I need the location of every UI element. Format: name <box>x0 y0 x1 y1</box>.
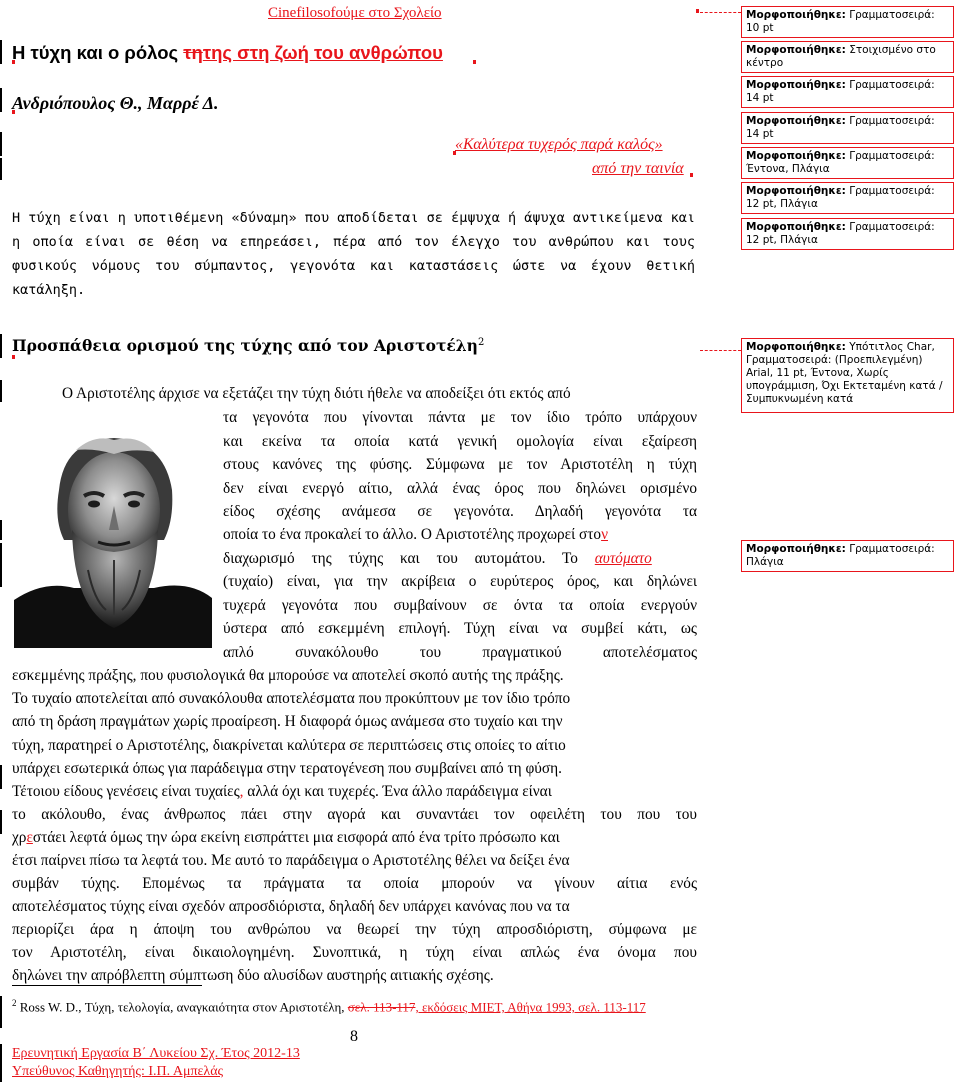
body-line: από τη δράση πραγμάτων χωρίς προαίρεση. Η διαφορά όμως ανάμεσα στο τυχαίο και την <box>12 713 563 730</box>
inserted-text: αυτόματο <box>594 550 652 567</box>
change-bar <box>0 543 2 587</box>
change-bar <box>0 1044 2 1082</box>
epigraph-quote: «Καλύτερα τυχερός παρά καλός» <box>455 136 663 153</box>
aristotle-bust-icon <box>14 430 212 648</box>
body-line: τυχερά γεγονότα που συμβαίνουν σε όντα τα οποία ενεργούν <box>223 597 697 614</box>
revision-balloon[interactable]: Μορφοποιήθηκε: Γραμματοσειρά: Έντονα, Πλάγια <box>741 147 954 179</box>
body-line: (τυχαίο) είναι, για την ακρίβεια ο ευρύτερος όρος, και δηλώνει <box>223 573 697 590</box>
page-footer-line1: Ερευνητική Εργασία Β΄ Λυκείου Σχ. Έτος 2012-13 <box>12 1046 300 1061</box>
comment-connector <box>700 350 741 352</box>
change-bar <box>0 88 2 112</box>
revision-balloon[interactable]: Μορφοποιήθηκε: Γραμματοσειρά: 12 pt, Πλάγια <box>741 182 954 214</box>
body-line: τον Αριστοτέλη, είναι δικαιολογημένη. Συνοπτικά, η τύχη είναι απλώς ένα όνομα που <box>12 944 697 961</box>
body-line: Ο Αριστοτέλης άρχισε να εξετάζει την τύχη διότι ήθελε να αποδείξει ότι εκτός από <box>62 385 571 402</box>
revision-balloon[interactable]: Μορφοποιήθηκε: Στοιχισμένο στο κέντρο <box>741 41 954 73</box>
aristotle-bust-image <box>14 430 212 648</box>
authors: Ανδριόπουλος Θ., Μαρρέ Δ. <box>12 93 219 113</box>
body-line: περιορίζει άρα η άποψη του ανθρώπου να θεωρεί την τύχη απροσδιόριστη, σύμφωνα με <box>12 921 697 938</box>
change-bar <box>0 158 2 180</box>
revision-balloon[interactable]: Μορφοποιήθηκε: Γραμματοσειρά: 10 pt <box>741 6 954 38</box>
footnote-ref: 2 <box>477 336 485 348</box>
body-line: τα γεγονότα που γίνονται πάντα με τον ίδιο τρόπο υπάρχουν <box>223 409 697 426</box>
body-line: οποία το ένα προκαλεί το άλλο. Ο Αριστοτέλης προχωρεί στον <box>223 526 608 543</box>
revision-balloon[interactable]: Μορφοποιήθηκε: Υπότιτλος Char, Γραμματοσειρά: (Προεπιλεγμένη) Arial, 11 pt, Έντονα, Χωρίς υπογράμμιση, Όχι Εκτεταμένη κατά / Συμπυκνωμένη κατά <box>741 338 954 413</box>
epigraph-source: από την ταινία <box>592 160 684 177</box>
body-line: εσκεμμένης πράξης, που φυσιολογικά θα μπορούσε να αποτελεί σκοπό αυτής της πράξης. <box>12 667 564 684</box>
change-bar <box>0 40 2 64</box>
document-title: Η τύχη και ο ρόλος τητης στη ζωή του ανθρώπου <box>12 42 443 63</box>
page-header: Cinefilosofούμε στο Σχολείο <box>268 5 442 21</box>
body-line: το ακόλουθο, ένας άνθρωπος πάει στην αγορά και συναντάει τον οφειλέτη του που του <box>12 806 697 823</box>
deleted-text: τη <box>183 42 203 63</box>
body-line: χρεστάει λεφτά όμως την ώρα εκείνη εισπράττει μια εισφορά από ένα τρίτο πρόσωπο και <box>12 829 560 846</box>
body-line: Το τυχαίο αποτελείται από συνακόλουθα αποτελέσματα που προκύπτουν με τον ίδιο τρόπο <box>12 690 571 707</box>
body-line: είδος σχέσης ανάμεσα σε γεγονότα. Δηλαδή γεγονότα τα <box>223 503 697 520</box>
page-footer-line2: Υπεύθυνος Καθηγητής: Ι.Π. Αμπελάς <box>12 1064 224 1079</box>
body-line: απλό συνακόλουθο του πραγματικού αποτελέσματος <box>223 644 697 661</box>
inserted-text: , εκδόσεις ΜΙΕΤ, Αθήνα 1993, σελ. 113-117 <box>415 999 646 1015</box>
comment-connector <box>700 12 741 14</box>
revision-caret <box>473 60 476 64</box>
body-line: συμβάν τύχης. Επομένως τα πράγματα τα οποία μπορούν να γίνουν αίτια ενός <box>12 875 697 892</box>
change-bar <box>0 765 2 789</box>
deleted-text: σελ. 113-117 <box>347 999 416 1015</box>
body-line: αποτελέσματος τύχης είναι σχεδόν απροσδιόριστα, δηλαδή δεν υπάρχει κανόνας που να τα <box>12 898 570 915</box>
body-line: ύστερα από εσκεμμένη επιλογή. Τύχη είναι να συμβεί κάτι, ως <box>223 620 697 637</box>
section-heading: Προσπάθεια ορισμού της τύχης από τον Αριστοτέλη$^2$ <box>12 336 485 355</box>
body-line: δεν είναι ενεργό αίτιο, αλλά ένας όρος που δηλώνει ορισμένο <box>223 480 697 497</box>
revision-balloon[interactable]: Μορφοποιήθηκε: Γραμματοσειρά: 12 pt, Πλάγια <box>741 218 954 250</box>
body-line: δηλώνει την απρόβλεπτη σύμπτωση δύο αλυσίδων αυστηρής αιτιακής σχέσης. <box>12 967 494 984</box>
revision-caret <box>690 173 693 177</box>
inserted-text: , <box>239 783 244 800</box>
revision-caret <box>696 9 699 13</box>
change-bar <box>0 334 2 358</box>
inserted-text: ν <box>601 526 608 543</box>
intro-paragraph: Η τύχη είναι η υποτιθέμενη «δύναμη» που αποδίδεται σε έμψυχα ή άψυχα αντικείμενα και η οποία είναι σε θέση να επηρεάσει, πέρα από τον έλεγχο του ανθρώπου και τους φυσικούς νόμους του σύμπαντος, γεγονότα και καταστάσεις ώστε να έχουν θετική κατάληξη. <box>12 210 695 298</box>
inserted-text: της στη ζωή του ανθρώπου <box>202 42 443 63</box>
revision-balloon[interactable]: Μορφοποιήθηκε: Γραμματοσειρά: 14 pt <box>741 76 954 108</box>
footnote: $^2$ Ross W. D., Τύχη, τελολογία, αναγκαιότητα στον Αριστοτέλη, σελ. 113-117, εκδόσεις ΜΙΕΤ, Αθήνα 1993, σελ. 113-117 <box>12 998 646 1015</box>
body-line: έτσι παίρνει πίσω τα λεφτά του. Με αυτό το παράδειγμα ο Αριστοτέλης θέλει να δείξει ένα <box>12 852 570 869</box>
change-bar <box>0 520 2 540</box>
revision-balloon[interactable]: Μορφοποιήθηκε: Γραμματοσειρά: 14 pt <box>741 112 954 144</box>
page-number: 8 <box>350 1028 358 1045</box>
change-bar <box>0 810 2 834</box>
revision-balloon[interactable]: Μορφοποιήθηκε: Γραμματοσειρά: Πλάγια <box>741 540 954 572</box>
change-bar <box>0 132 2 156</box>
inserted-text: ε <box>26 829 33 846</box>
change-bar <box>0 380 2 402</box>
body-line: και εκείνα τα οποία κατά γενική ομολογία είναι εξαίρεση <box>223 433 697 450</box>
footnote-separator <box>12 985 202 986</box>
change-bar <box>0 996 2 1028</box>
body-line: υπάρχει εσωτερικά όπως για παράδειγμα στην τερατογένεση που συμβαίνει από τη φύση. <box>12 760 562 777</box>
revision-caret <box>12 355 15 359</box>
body-line: διαχωρισμό της τύχης και του αυτομάτου. Το αυτόματο <box>223 550 652 567</box>
body-line: Τέτοιου είδους γενέσεις είναι τυχαίες, αλλά όχι και τυχερές. Ένα άλλο παράδειγμα είναι <box>12 783 552 800</box>
body-line: τύχη, παρατηρεί ο Αριστοτέλης, διακρίνεται καλύτερα σε περιπτώσεις στις οποίες το αίτιο <box>12 737 566 754</box>
body-line: στους κανόνες της φύσης. Σύμφωνα με τον Αριστοτέλη η τύχη <box>223 456 697 473</box>
